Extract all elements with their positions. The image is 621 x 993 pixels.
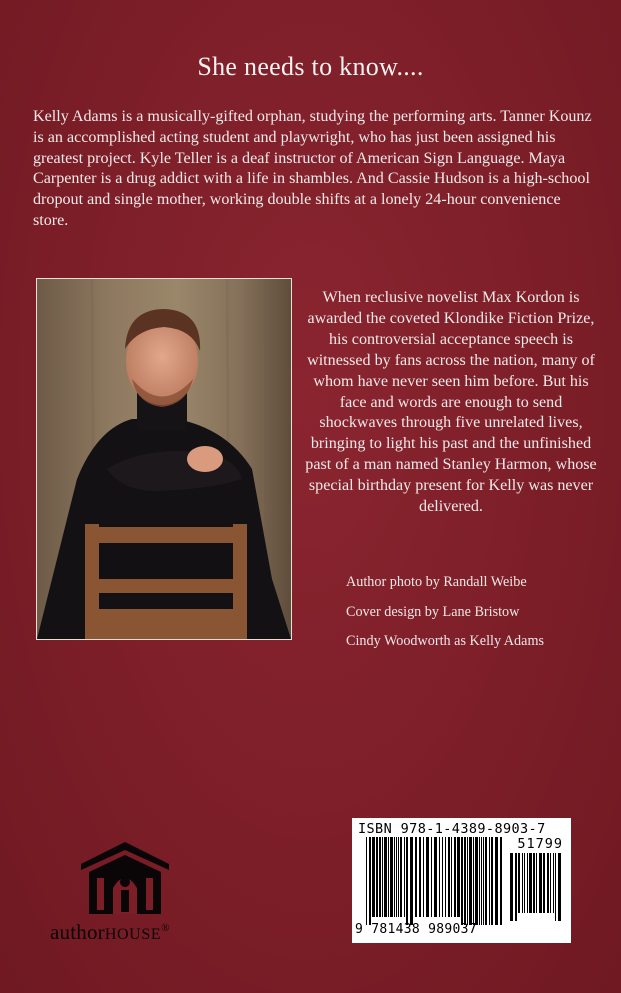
barcode-bar [461, 837, 463, 925]
back-cover-headline: She needs to know.... [197, 52, 424, 81]
barcode-bar [394, 837, 395, 917]
barcode-bar [434, 837, 437, 917]
barcode-bar [547, 853, 549, 913]
house-mark-icon [75, 838, 175, 918]
barcode-bar [558, 853, 561, 921]
isbn-barcode [352, 818, 571, 943]
barcode-bar [366, 837, 367, 925]
barcode-bar [376, 837, 378, 917]
ean-bars [366, 837, 506, 925]
barcode-bar [529, 853, 532, 913]
barcode-bar [464, 837, 466, 925]
barcode-bar [469, 837, 472, 925]
barcode-bar [406, 837, 408, 925]
barcode-bar [475, 837, 478, 925]
addon-bars [510, 853, 564, 921]
barcode-bar [457, 837, 460, 917]
credit-design: Cover design by Lane Bristow [346, 603, 520, 620]
barcode-bar [533, 853, 535, 913]
barcode-bar [398, 837, 399, 917]
barcode-bar [550, 853, 551, 913]
barcode-bar [445, 837, 446, 917]
barcode-bar [384, 837, 387, 917]
barcode-bar [483, 837, 484, 925]
barcode-bar [555, 853, 556, 921]
barcode-bar [431, 837, 432, 917]
barcode-bar [400, 837, 402, 917]
logo-wordmark: authorHOUSE® [50, 920, 170, 944]
barcode-bar [423, 837, 424, 917]
barcode-bar [479, 837, 480, 925]
barcode-bar [536, 853, 537, 913]
barcode-bar [419, 837, 421, 917]
barcode-bar [518, 853, 520, 913]
barcode-bar [467, 837, 468, 925]
barcode-bar [491, 837, 493, 925]
credits-list [346, 572, 606, 661]
authorhouse-logo [40, 838, 220, 953]
isbn-text: ISBN 978-1-4389-8903-7 [358, 821, 546, 837]
barcode-bar [495, 837, 498, 925]
author-photo-illustration [37, 279, 291, 639]
barcode-bar [404, 837, 405, 917]
barcode-bar [454, 837, 456, 917]
barcode-bar [553, 853, 554, 913]
barcode-bar [369, 837, 371, 925]
barcode-bar [510, 853, 513, 921]
barcode-bar [442, 837, 443, 917]
price-code-text: 51799 [517, 836, 563, 852]
barcode-bar [489, 837, 490, 925]
barcode-bar [410, 837, 413, 925]
barcode-bar [448, 837, 450, 917]
barcode-bar [524, 853, 525, 913]
intro-paragraph: Kelly Adams is a musically-gifted orphan, studying the performing arts. Tanner Kounz is an accomplished acting student and playwright, who has just been assigned his greatest project. Kyle Teller is a deaf instructor of American Sign Language. Maya Carpenter is a drug addict with a life in shambles. And Cassie Hudson is a high-school dropout and single mother, working double shifts at a lonely 24-hour convenience store. [33, 108, 592, 229]
barcode-bar [388, 837, 389, 917]
credit-photo: Author photo by Randall Weibe [346, 574, 527, 590]
barcode-bar [527, 853, 528, 913]
barcode-bar [382, 837, 383, 917]
barcode-bar [415, 837, 417, 917]
barcode-bar [481, 837, 482, 925]
barcode-bar [515, 853, 517, 921]
barcode-bar [543, 853, 545, 913]
barcode-bar [473, 837, 474, 925]
barcode-bar [379, 837, 381, 917]
barcode-bar [426, 837, 429, 917]
barcode-bar [451, 837, 452, 917]
ean-text: 9 781438 989037 [355, 922, 477, 937]
barcode-bar [439, 837, 440, 917]
credit-model: Cindy Woodworth as Kelly Adams [346, 633, 544, 649]
barcode-bar [539, 853, 542, 913]
synopsis-paragraph: When reclusive novelist Max Kordon is awarded the coveted Klondike Fiction Prize, his controversial acceptance speech is witnessed by fans across the nation, many of whom have never seen him before. But his face and words are enough to send shockwaves through five unrelated lives, bringing to light his past and the unfinished past of a man named Stanley Harmon, whose special birthday present for Kelly was never delivered. [305, 289, 597, 516]
barcode-bar [372, 837, 375, 917]
barcode-bar [522, 853, 523, 913]
barcode-bar [396, 837, 397, 917]
barcode-bar [485, 837, 487, 925]
barcode-bar [500, 837, 502, 925]
barcode-bar [390, 837, 393, 917]
author-photo [36, 278, 292, 640]
